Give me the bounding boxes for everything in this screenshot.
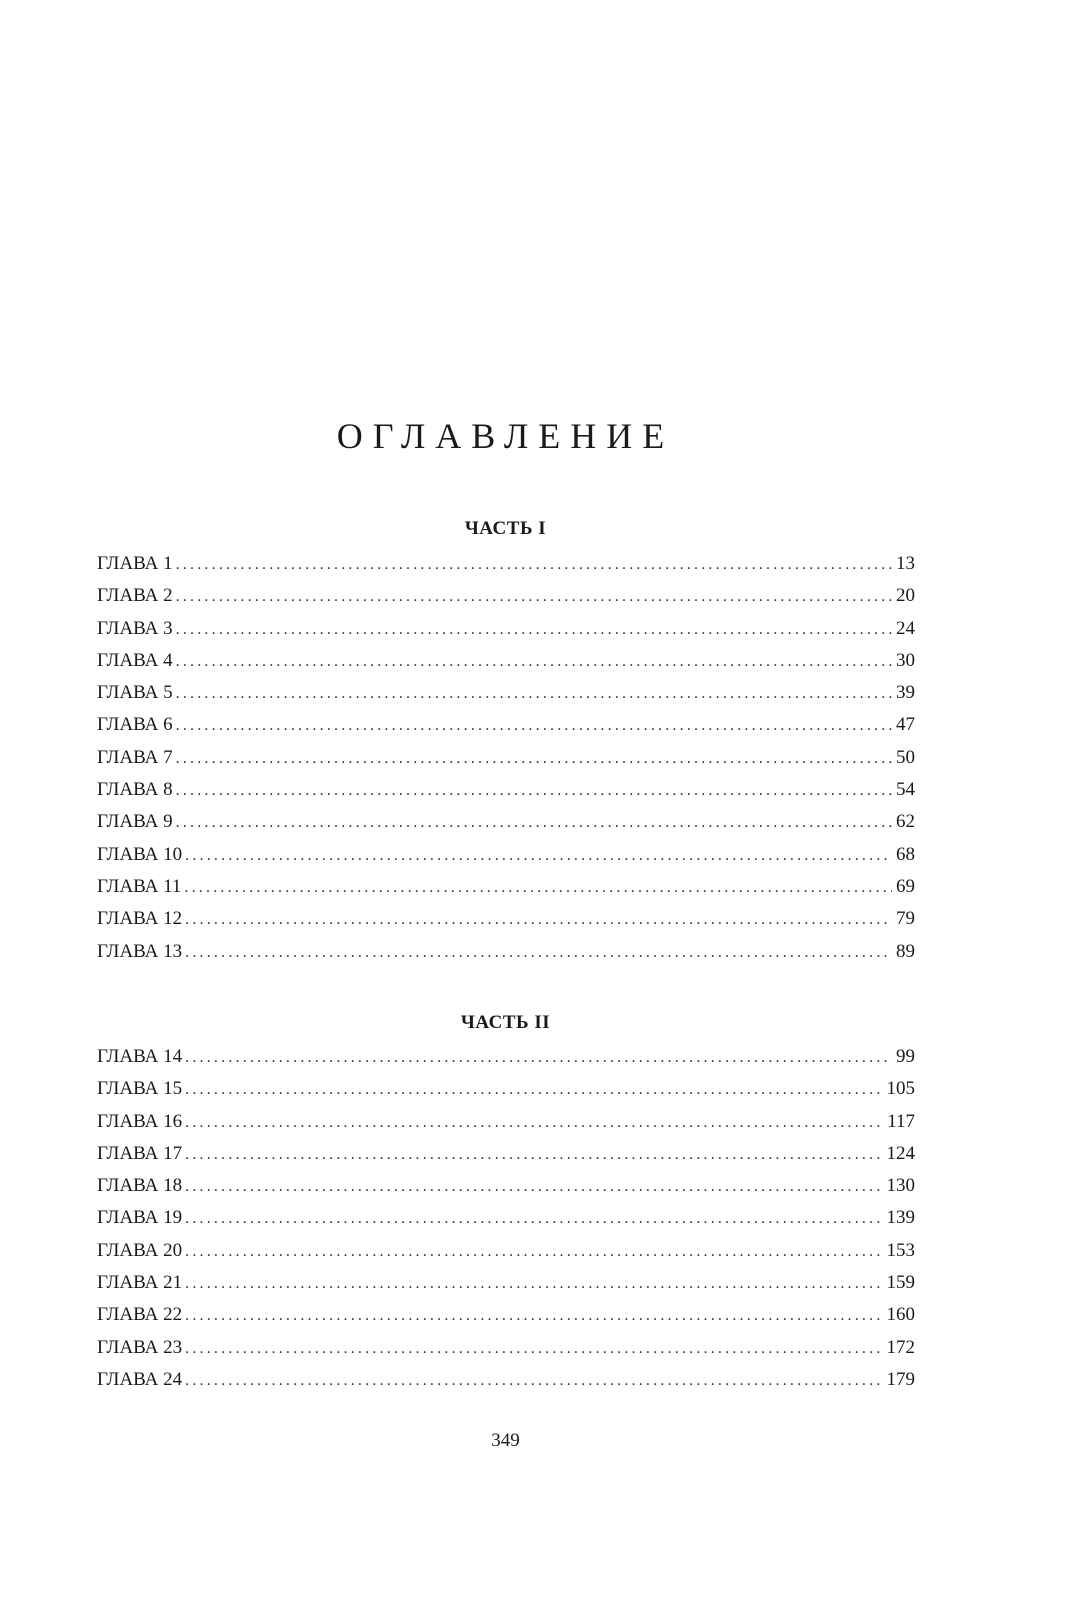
toc-leader-dots <box>185 1303 882 1329</box>
toc-entry-label: ГЛАВА 16 <box>97 1110 183 1132</box>
toc-leader-dots <box>185 1239 882 1265</box>
toc-leader-dots <box>176 552 892 578</box>
toc-entry-page: 124 <box>886 1142 915 1164</box>
toc-list-part-2 <box>97 1044 915 1399</box>
toc-entry-label: ГЛАВА 12 <box>97 908 183 930</box>
toc-leader-dots <box>185 1142 882 1168</box>
toc-entry-page: 54 <box>896 779 915 801</box>
toc-entry-label: ГЛАВА 13 <box>97 940 183 962</box>
toc-leader-dots <box>176 746 892 772</box>
toc-entry[interactable] <box>97 1141 915 1173</box>
toc-entry[interactable] <box>97 745 915 777</box>
toc-entry[interactable] <box>97 583 915 615</box>
toc-entry[interactable] <box>97 1173 915 1205</box>
toc-leader-dots <box>185 1271 882 1297</box>
toc-entry-label: ГЛАВА 17 <box>97 1142 183 1164</box>
toc-leader-dots <box>184 875 892 901</box>
toc-leader-dots <box>185 1077 882 1103</box>
toc-leader-dots <box>176 778 892 804</box>
toc-entry-label: ГЛАВА 11 <box>97 875 182 897</box>
toc-entry-page: 105 <box>886 1078 915 1100</box>
toc-entry[interactable] <box>97 874 915 906</box>
toc-list-part-1 <box>97 551 915 971</box>
toc-entry-page: 179 <box>886 1368 915 1390</box>
part-heading-2: ЧАСТЬ II <box>460 1012 551 1033</box>
toc-entry-label: ГЛАВА 22 <box>97 1304 183 1326</box>
toc-entry-label: ГЛАВА 20 <box>97 1239 183 1261</box>
toc-entry-label: ГЛАВА 21 <box>97 1272 183 1294</box>
toc-entry-page: 117 <box>887 1110 915 1132</box>
toc-entry-page: 62 <box>896 811 915 833</box>
toc-entry[interactable] <box>97 1367 915 1399</box>
toc-entry-page: 24 <box>896 617 915 639</box>
toc-entry[interactable] <box>97 906 915 938</box>
toc-entry-page: 39 <box>896 682 915 704</box>
toc-entry-label: ГЛАВА 5 <box>97 682 173 704</box>
toc-leader-dots <box>185 1368 882 1394</box>
toc-entry-label: ГЛАВА 1 <box>97 553 173 574</box>
toc-entry-page: 50 <box>896 746 915 768</box>
toc-entry-label: ГЛАВА 7 <box>97 746 173 768</box>
toc-leader-dots <box>185 907 892 933</box>
toc-entry-label: ГЛАВА 15 <box>97 1078 183 1100</box>
toc-entry[interactable] <box>97 1044 915 1076</box>
toc-entry-page: 20 <box>896 585 915 607</box>
toc-entry[interactable] <box>97 616 915 648</box>
toc-entry-label: ГЛАВА 8 <box>97 779 173 801</box>
toc-leader-dots <box>176 681 892 707</box>
toc-entry-label: ГЛАВА 9 <box>97 811 173 833</box>
toc-entry[interactable] <box>97 551 915 583</box>
toc-entry-page: 30 <box>896 649 915 671</box>
toc-entry-label: ГЛАВА 18 <box>97 1175 183 1197</box>
toc-entry-label: ГЛАВА 10 <box>97 843 183 865</box>
toc-entry-page: 79 <box>896 908 915 930</box>
toc-leader-dots <box>185 940 892 966</box>
toc-leader-dots <box>176 584 892 610</box>
toc-entry-label: ГЛАВА 3 <box>97 617 173 639</box>
toc-entry-page: 130 <box>886 1175 915 1197</box>
toc-leader-dots <box>185 1110 883 1136</box>
toc-entry[interactable] <box>97 777 915 809</box>
toc-entry-label: ГЛАВА 14 <box>97 1046 183 1067</box>
toc-leader-dots <box>176 810 892 836</box>
toc-entry-page: 160 <box>886 1304 915 1326</box>
toc-entry-page: 13 <box>896 553 915 574</box>
page-number: 349 <box>491 1430 520 1451</box>
toc-entry[interactable] <box>97 1335 915 1367</box>
toc-entry[interactable] <box>97 1302 915 1334</box>
toc-entry[interactable] <box>97 1109 915 1141</box>
toc-entry-page: 47 <box>896 714 915 736</box>
toc-entry-label: ГЛАВА 23 <box>97 1336 183 1358</box>
toc-entry[interactable] <box>97 842 915 874</box>
toc-entry[interactable] <box>97 712 915 744</box>
toc-entry-page: 159 <box>886 1272 915 1294</box>
toc-entry-page: 139 <box>886 1207 915 1229</box>
toc-entry[interactable] <box>97 680 915 712</box>
toc-entry-page: 99 <box>896 1046 915 1067</box>
toc-entry[interactable] <box>97 1270 915 1302</box>
toc-leader-dots <box>185 1206 882 1232</box>
toc-leader-dots <box>176 649 892 675</box>
toc-leader-dots <box>185 1336 882 1362</box>
toc-entry-label: ГЛАВА 24 <box>97 1368 183 1390</box>
toc-leader-dots <box>185 843 892 869</box>
toc-leader-dots <box>185 1045 892 1071</box>
toc-entry[interactable] <box>97 1205 915 1237</box>
toc-entry[interactable] <box>97 1238 915 1270</box>
toc-entry[interactable] <box>97 1076 915 1108</box>
toc-entry-page: 172 <box>886 1336 915 1358</box>
toc-entry-label: ГЛАВА 4 <box>97 649 173 671</box>
toc-leader-dots <box>185 1174 882 1200</box>
toc-entry-label: ГЛАВА 2 <box>97 585 173 607</box>
toc-entry-label: ГЛАВА 6 <box>97 714 173 736</box>
toc-leader-dots <box>176 713 892 739</box>
toc-entry-page: 89 <box>896 940 915 962</box>
part-heading-1: ЧАСТЬ I <box>464 518 547 539</box>
toc-entry[interactable] <box>97 648 915 680</box>
toc-entry-page: 68 <box>896 843 915 865</box>
page-title: ОГЛАВЛЕНИЕ <box>336 416 675 456</box>
toc-leader-dots <box>176 617 892 643</box>
toc-entry-label: ГЛАВА 19 <box>97 1207 183 1229</box>
toc-entry-page: 69 <box>896 875 915 897</box>
toc-entry-page: 153 <box>886 1239 915 1261</box>
toc-entry[interactable] <box>97 939 915 971</box>
toc-entry[interactable] <box>97 809 915 841</box>
